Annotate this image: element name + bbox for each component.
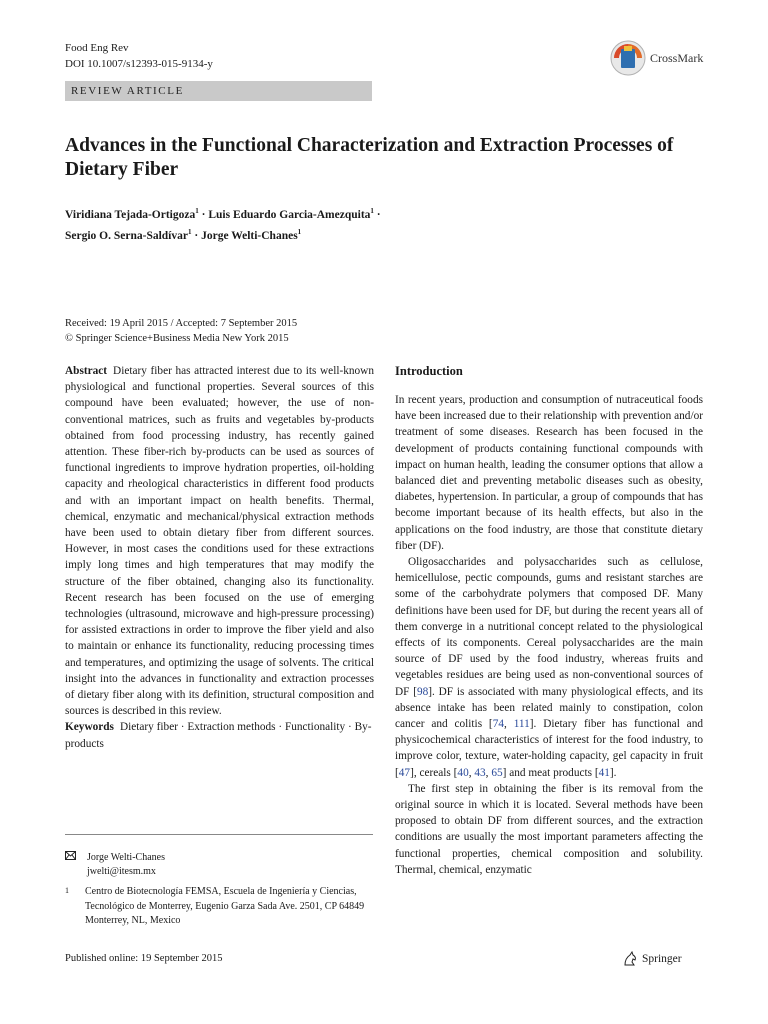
citation-link[interactable]: 41: [598, 766, 610, 779]
author-1[interactable]: Viridiana Tejada-Ortigoza$^1$: [65, 207, 199, 221]
author-4[interactable]: Jorge Welti-Chanes$^1$: [201, 227, 302, 242]
right-column: [395, 363, 703, 878]
intro-paragraph-3: The first step in obtaining the fiber is its removal from the original source in which it is located. Several methods have been proposed to obtain DF from different sources, and the extraction conditions are usually the most important parameters affecting the functional properties, chemical composition and solubility. Thermal, chemical, enzymatic: [395, 782, 703, 876]
springer-horse-icon: [622, 951, 638, 967]
keywords-text: Dietary fiber · Extraction methods · Functionality · By-products: [65, 721, 372, 750]
footnote-divider: [65, 834, 373, 835]
citation-link[interactable]: 111: [513, 718, 530, 731]
journal-name: Food Eng Rev: [65, 42, 129, 54]
author-2[interactable]: Luis Eduardo Garcia-Amezquita$^1$: [208, 207, 374, 221]
doi[interactable]: DOI 10.1007/s12393-015-9134-y: [65, 58, 213, 70]
affiliation-mark: 1: [65, 886, 69, 895]
abstract: [65, 363, 374, 719]
citation-link[interactable]: 74: [492, 718, 504, 731]
received-accepted: Received: 19 April 2015 / Accepted: 7 September 2015: [65, 318, 298, 329]
paragraph-text: ], cereals [: [410, 766, 458, 779]
abstract-text: Dietary fiber has attracted interest due to its well-known physiological and functional properties. Several sources of this compound have been evaluated; however, the use of non-conventional matrices, such as fruits and vegetables by-products obtained from food processing industry, has recently gained attention. These fiber-rich by-products can be used as sources of functional ingredients to improve hydration properties, oil-holding capacity and rheological characteristics in different food products and with an important impact on health benefits. Thermal, chemical, enzymatic and mechanical/physical extraction methods have been used to obtain dietary fiber from different sources. However, in most cases the conditions used for these extractions imply long times and high temperatures that may modify the structure of the fiber obtained, changing also its functionality. Recent research has been focused on the use of emerging technologies (ultrasound, microwave and high-pressure processing) for assisted extractions in order to improve the fiber yield and also to maintain or enhance its functionality, reducing processing times and temperatures, and optimizing the usage of solvents. The critical insight into the advances in functionality and extraction processes of dietary fiber along with its definition, structural composition and sources is described in this review.: [65, 365, 374, 718]
author-list: Viridiana Tejada-Ortigoza$^1$ · Luis Eduardo Garcia-Amezquita$^1$ · Sergio O. Serna-Saldívar$^1$ · Jorge Welti-Chanes$^1$: [65, 207, 381, 242]
paragraph-text: ].: [609, 766, 617, 779]
crossmark-badge[interactable]: [610, 40, 703, 76]
abstract-label: Abstract: [65, 365, 108, 377]
paragraph-text: ,: [504, 718, 514, 731]
publisher-name: Springer: [642, 953, 682, 965]
published-online: Published online: 19 September 2015: [65, 953, 223, 964]
crossmark-label: CrossMark: [650, 50, 704, 65]
paragraph-text: ]. DF is associated with many physiological effects, and its absence intake has been related mainly to constipation, colon cancer and colitis [: [395, 685, 703, 731]
correspondence-name: Jorge Welti-Chanes: [87, 852, 165, 863]
citation-link[interactable]: 47: [398, 766, 411, 779]
paragraph-text: ,: [485, 766, 492, 779]
publisher-logo[interactable]: [622, 951, 682, 967]
paragraph-text: ]. Dietary fiber has functional and physicochemical characteristics of interest for the food industry, to improve color, texture, water-holding capacity, gel capacity in fruit [: [395, 718, 703, 779]
citation-link[interactable]: 98: [416, 685, 429, 698]
journal-header: [65, 40, 213, 72]
intro-paragraph-1: In recent years, production and consumption of nutraceutical foods have been increased due to their relationship with prevention and/or treatment of some diseases. Research has been focused in the development of products containing functional compounds with impact on human health, leading the consumer options that allow a balanced diet and preventing metabolic diseases such as obesity, diabetes, hypertension. In particular, a group of compounds that has become important because of its health effects, but also in the applications on the food industry, are those that constitute dietary fiber (DF).: [395, 394, 703, 552]
paragraph-text: Oligosaccharides and polysaccharides such as cellulose, hemicellulose, pectic compounds, gums and resistant starches are some of the carbohydrate polymers that composed DF. Many definitions have been used for DF, but during the recent years all of them converge in a nutritional concept related to the physiological effects of its components. Cereal polysaccharides are the main source of DF used by the food industry, whereas fruits and vegetables residues are being used as non-conventional sources of DF [: [395, 556, 703, 698]
article-type-band: [65, 81, 372, 101]
correspondence: [65, 851, 165, 879]
affiliation-text: Centro de Biotecnología FEMSA, Escuela de Ingeniería y Ciencias, Tecnológico de Monterrey, Eugenio Garza Sada Ave. 2501, CP 64849 Monterrey, NL, Mexico: [85, 886, 365, 927]
dates-block: [65, 316, 297, 346]
copyright: © Springer Science+Business Media New York 2015: [65, 333, 289, 344]
author-3[interactable]: Sergio O. Serna-Saldívar$^1$: [65, 227, 192, 242]
article-title: Advances in the Functional Characterization and Extraction Processes of Dietary Fiber: [65, 135, 674, 180]
introduction-heading: Introduction: [395, 364, 463, 378]
affiliation: [65, 885, 373, 929]
keywords-label: Keywords: [65, 721, 114, 734]
crossmark-icon: [610, 40, 646, 76]
citation-link[interactable]: 65: [491, 766, 503, 779]
left-column: [65, 363, 374, 752]
paragraph-text: ] and meat products [: [502, 766, 599, 779]
envelope-icon: [65, 851, 87, 865]
correspondence-email[interactable]: jwelti@itesm.mx: [87, 866, 156, 877]
article-type: REVIEW ARTICLE: [71, 85, 184, 97]
keywords: [65, 719, 374, 751]
citation-link[interactable]: 40: [457, 766, 469, 779]
paragraph-text: ,: [468, 766, 475, 779]
intro-paragraph-2: [395, 554, 703, 781]
citation-link[interactable]: 43: [474, 766, 486, 779]
